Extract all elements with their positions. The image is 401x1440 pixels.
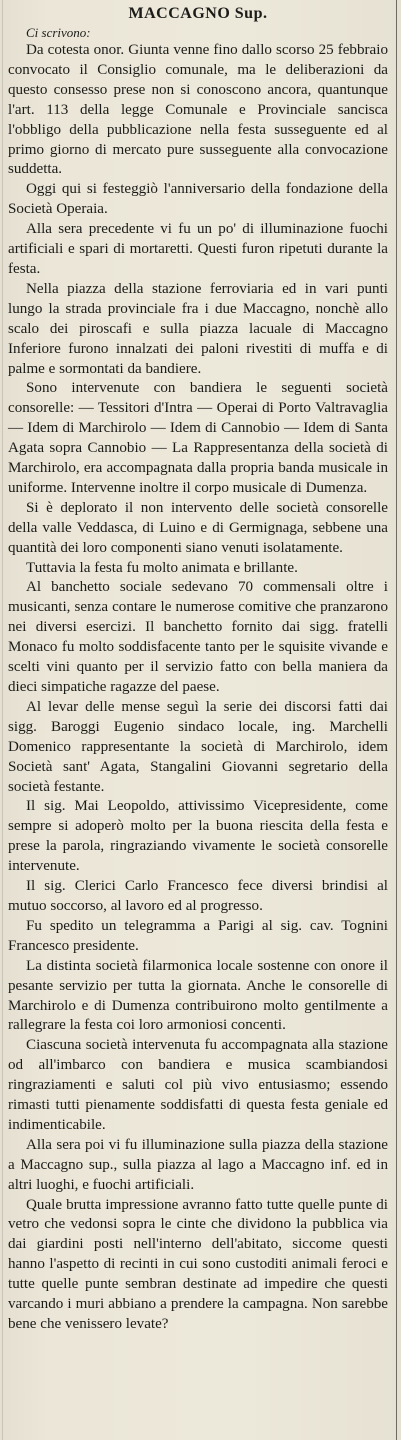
paragraph-2: Oggi qui si festeggiò l'anniversario della fondazione della Società Operaia. <box>8 181 388 218</box>
paragraph-11: Il sig. Clerici Carlo Francesco fece diversi brindisi al mutuo soccorso, al lavoro ed al progresso. <box>8 878 388 914</box>
paragraph-9: Al levar delle mense seguì la serie dei discorsi fatti dai sigg. Baroggi Eugenio sindaco locale, ing. Marchelli Domenico rappresentante la società di Marchirolo, idem Società sant' Agata, Stangalini Giovanni segretario della società festante. <box>8 698 388 795</box>
article <box>8 4 388 1335</box>
column-rule <box>396 0 397 1440</box>
paragraph-8: Al banchetto sociale sedevano 70 commensali oltre i musicanti, senza contare le numerose comitive che pranzarono nei diversi esercizi. Il banchetto fornito dai sigg. fratelli Monaco fu molto soddisfacente tanto per le squisite vivande e scelti vini quanto per il servizio fatto con bella maniera da dieci simpatiche ragazze del paese. <box>8 579 388 695</box>
paragraph-1: Da cotesta onor. Giunta venne fino dallo scorso 25 febbraio convocato il Consiglio comunale, ma le deliberazioni da questo consesso prese non si conoscono ancora, quantunque l'art. 113 della legge Comunale e Provinciale sancisca l'obbligo della pubblicazione nella festa susseguente ed al primo giorno di mercato pure susseguente alla convocazione suddetta. <box>8 42 388 178</box>
paragraph-4: Nella piazza della stazione ferroviaria ed in vari punti lungo la strada provinciale fra i due Maccagno, nonchè allo scalo dei piroscafi e sulla piazza lacuale di Maccagno Inferiore furono innalzati dei paloni rivestiti di muffa e di palme e sormontati da bandiere. <box>8 280 388 377</box>
paragraph-7: Tuttavia la festa fu molto animata e brillante. <box>26 559 298 576</box>
left-edge-line <box>2 0 3 1440</box>
article-title: MACCAGNO Sup. <box>128 5 268 22</box>
article-byline: Ci scrivono: <box>26 25 91 40</box>
paragraph-15: Alla sera poi vi fu illuminazione sulla piazza della stazione a Maccagno sup., sulla piazza al lago a Maccagno inf. ed in altri luoghi, e fuochi artificiali. <box>8 1136 388 1193</box>
paragraph-13: La distinta società filarmonica locale sostenne con onore il pesante servizio per tutta la giornata. Anche le consorelle di Marchirolo e di Dumenza contribuirono molto gentilmente a rallegrare la festa coi loro armoniosi concenti. <box>8 957 388 1034</box>
paragraph-5: Sono intervenute con bandiera le seguenti società consorelle: — Tessitori d'Intra — Operai di Porto Valtravaglia — Idem di Marchirolo — Idem di Cannobio — Idem di Santa Agata sopra Cannobio — La Rappresentanza della società di Marchirolo, era accompagnata dalla propria banda musicale in uniforme. Intervenne inoltre il corpo musicale di Dumenza. <box>8 380 388 496</box>
paragraph-14: Ciascuna società intervenuta fu accompagnata alla stazione od all'imbarco con bandiera e musica scambiandosi ringraziamenti e saluti col più vivo entusiasmo; essendo rimasti tutti pienamente soddisfatti di questa festa geniale ed indimenticabile. <box>8 1037 388 1133</box>
paragraph-12: Fu spedito un telegramma a Parigi al sig. cav. Tognini Francesco presidente. <box>8 917 388 954</box>
paragraph-16: Quale brutta impressione avranno fatto tutte quelle punte di vetro che vedonsi sopra le cinte che dividono la pubblica via dai giardini posti nell'interno dell'abitato, siccome questi hanno l'aspetto di recinti in cui sono custoditi animali feroci e tutte quelle punte sembran destinate ad impedire che questi varcando i muri abbiano a prendere la campagna. Non sarebbe bene che venissero levate? <box>8 1196 388 1332</box>
paragraph-3: Alla sera precedente vi fu un po' di illuminazione fuochi artificiali e spari di mortaretti. Questi furon ripetuti durante la festa. <box>8 221 388 277</box>
paragraph-6: Si è deplorato il non intervento delle società consorelle della valle Veddasca, di Luino e di Germignaga, sebbene una quantità dei loro componenti siano venuti isolatamente. <box>8 499 388 556</box>
paragraph-10: Il sig. Mai Leopoldo, attivissimo Vicepresidente, come sempre si adoperò molto per la buona riescita della festa e prese la parola, ringraziando vivamente le società consorelle intervenute. <box>8 798 388 875</box>
